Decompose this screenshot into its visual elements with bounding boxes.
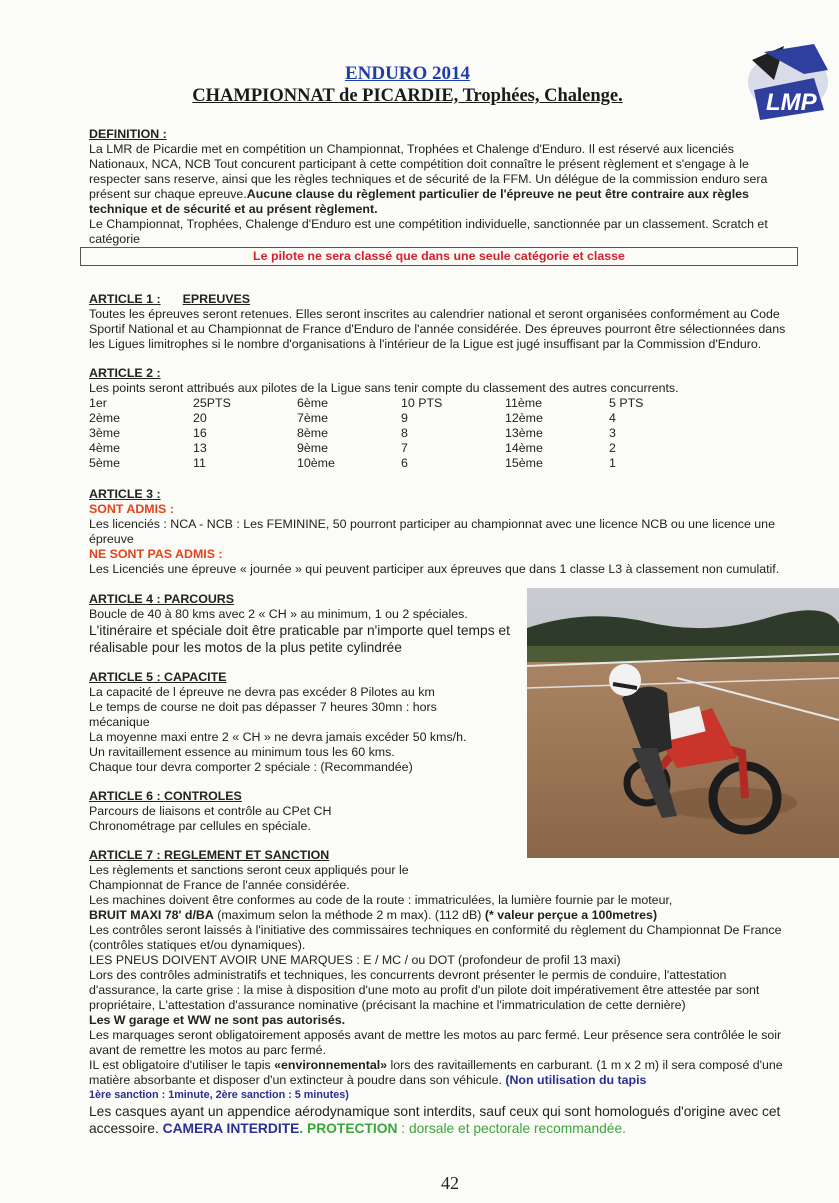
article-7-noise [89,908,789,923]
article-1 [89,292,789,352]
definition-section [89,127,789,266]
points-cell: 3 [609,426,616,440]
points-cell: 10 PTS [401,396,443,410]
points-cell: 5 PTS [609,396,644,410]
points-cell: 4 [609,411,616,425]
definition-text [89,142,789,217]
mat-text-1: IL est obligatoire d'utiliser le tapis [89,1058,275,1072]
not-admitted-label: NE SONT PAS ADMIS : [89,547,223,561]
rank-cell: 1er [89,396,107,410]
article-5-line: Le temps de course ne doit pas dépasser 7 heures 30mn : hors mécanique [89,700,437,729]
article-5-line: Chaque tour devra comporter 2 spéciale : (Recommandée) [89,760,413,774]
noise-text: (maximum selon la méthode 2 m max). (112 dB) [213,908,485,922]
points-cell: 6 [401,456,408,470]
logo-text: LMP [766,89,817,116]
noise-limit: BRUIT MAXI 78' d/BA [89,908,214,922]
points-row [89,441,689,456]
not-admitted-text: Les Licenciés une épreuve « journée » qui peuvent participer aux épreuves que dans 1 classe L3 à classement non cumulatif. [89,562,780,576]
points-cell: 7 [401,441,408,455]
enduro-rider-photo [527,588,839,858]
article-7-p4: LES PNEUS DOIVENT AVOIR UNE MARQUES : E / MC / ou DOT (profondeur de profil 13 maxi) [89,953,621,967]
points-row [89,456,689,471]
article-7-p7: Les marquages seront obligatoirement apposés avant de mettre les motos au parc fermé. Leur présence sera contrôlée le soir avant de remettre les motos au parc fermé. [89,1028,782,1057]
points-cell: 11 [193,456,206,470]
rank-cell: 15ème [505,456,543,470]
definition-text-1: La LMR de Picardie met en compétition un Championnat, Trophées et Chalenge d'Enduro. Il est réservé aux licenciés Nationaux, NCA, NCB Tout concurent participant à cette compétition doit connaître le présent règlement et s'engage à le respecter sans reserve, ainsi que les règles techniques et de sécurité de la FFM. Un délégue de la commission enduro sera présent sur chaque epreuve. [89,142,768,201]
rank-cell: 7ème [297,411,328,425]
rank-cell: 5ème [89,456,120,470]
definition-heading: DEFINITION : [89,127,167,141]
article-7 [89,848,789,1137]
article-7-p6: Les W garage et WW ne sont pas autorisés. [89,1013,346,1027]
rank-cell: 12ème [505,411,543,425]
definition-bold: Aucune clause du règlement particulier de l'épreuve ne peut être contraire aux règles technique et de sécurité et au présent règlement. [89,187,749,216]
article-5-line: La moyenne maxi entre 2 « CH » ne devra jamais excéder 50 kms/h. [89,730,467,744]
article-5-heading: ARTICLE 5 : CAPACITE [89,670,227,684]
article-5 [89,670,519,775]
article-7-p1: Les règlements et sanctions seront ceux appliqués pour le Championnat de France de l'année considérée. [89,863,409,892]
mat-sanction: (Non utilisation du tapis [505,1073,647,1087]
rank-cell: 11ème [505,396,542,410]
article-5-line: Un ravitaillement essence au minimum tous les 60 kms. [89,745,395,759]
points-cell: 8 [401,426,408,440]
points-cell: 25PTS [193,396,231,410]
rank-cell: 13ème [505,426,543,440]
rank-cell: 8ème [297,426,328,440]
protection-label: PROTECTION [307,1121,398,1136]
points-cell: 20 [193,411,207,425]
helmet-text: Les casques ayant un appendice aérodynamique sont interdits, sauf ceux qui sont homologués d'origine avec cet accessoire. [89,1104,781,1136]
admitted-text: Les licenciés : NCA - NCB : Les FEMININE, 50 pourront participer au championnat avec une licence NCB ou une licence une épreuve [89,517,775,546]
rank-cell: 6ème [297,396,328,410]
article-6-heading: ARTICLE 6 : CONTROLES [89,789,242,803]
rank-cell: 3ème [89,426,120,440]
definition-text-2: Le Championnat, Trophées, Chalenge d'Enduro est une compétition individuelle, sanctionnée par un classement. Scratch et catégorie [89,217,768,246]
article-4 [89,592,519,656]
article-6-line: Chronométrage par cellules en spéciale. [89,819,311,833]
article-3 [89,487,789,577]
article-7-heading: ARTICLE 7 : REGLEMENT ET SANCTION [89,848,330,862]
protection-text: : dorsale et pectorale recommandée. [397,1121,626,1136]
points-cell: 1 [609,456,616,470]
rank-cell: 4ème [89,441,120,455]
league-logo [744,40,832,126]
points-cell: 2 [609,441,616,455]
article-2 [89,366,789,471]
article-4-line-1: Boucle de 40 à 80 kms avec 2 « CH » au minimum, 1 ou 2 spéciales. [89,607,468,621]
article-6 [89,789,519,834]
document-title: ENDURO 2014 [344,63,471,84]
rank-cell: 2ème [89,411,120,425]
document-subtitle: CHAMPIONNAT de PICARDIE, Trophées, Chalenge. [192,86,623,106]
article-4-line-2: L'itinéraire et spéciale doit être praticable par n'importe quel temps et réalisable pour les motos de la plus petite cylindrée [89,623,510,655]
article-1-text: Toutes les épreuves seront retenues. Elles seront inscrites au calendrier national et seront organisées conformément au Code Sportif National et au Championnat de France d'Enduro de l'année considérée. Des épreuves pourront être sélectionnées dans les Ligues limitrophes si le nombre d'organisations à l'intérieur de la Ligue est jugé insuffisant par la Commission d'Enduro. [89,307,786,351]
camera-forbidden: CAMERA INTERDITE [162,1121,300,1136]
article-7-p9: 1ère sanction : 1minute, 2ère sanction : 5 minutes) [89,1089,349,1101]
points-row [89,396,689,411]
mat-text-2: «environnemental» [274,1058,388,1072]
article-7-p10: Les casques ayant un appendice aérodynamique sont interdits, sauf ceux qui sont homologués d'origine avec cet accessoire. CAMERA INTERDITE. PROTECTION : dorsale et pectorale recommandée. [89,1104,781,1136]
article-6-line: Parcours de liaisons et contrôle au CPet CH [89,804,332,818]
category-notice-box: Le pilote ne sera classé que dans une seule catégorie et classe [80,247,798,266]
article-7-p5: Lors des contrôles administratifs et techniques, les concurrents devront présenter le permis de conduire, l'attestation d'assurance, la carte grise : la mise à disposition d'une moto au profit d'un pilote doit impérativement être attestée par sont propriétaire, L'attestation d'assurance nominative (précisant la machine et l'immatriculation de cette dernière) [89,968,760,1012]
noise-tail: (* valeur perçue a 100metres) [484,908,658,922]
points-cell: 9 [401,411,408,425]
points-row [89,411,689,426]
article-4-heading: ARTICLE 4 : PARCOURS [89,592,235,606]
article-2-heading: ARTICLE 2 : [89,366,161,380]
article-1-title: ARTICLE 1 : [89,292,161,306]
points-row [89,426,689,441]
mat-text-3: lors des ravitaillements en carburant. (1 m x 2 m) il sera composé d'une matière absorbante et disposer d'un extincteur à poudre dans son véhicule. [89,1058,783,1087]
article-3-heading: ARTICLE 3 : [89,487,161,501]
article-5-line: La capacité de l épreuve ne devra pas excéder 8 Pilotes au km [89,685,435,699]
page-number: 42 [441,1173,459,1193]
article-7-p2: Les machines doivent être conformes au code de la route : immatriculées, la lumière fournie par le moteur, [89,893,673,907]
article-1-subtitle: EPREUVES [182,292,251,306]
article-7-p8 [89,1058,789,1088]
article-1-heading [89,292,789,307]
points-table [89,396,689,471]
article-7-p3: Les contrôles seront laissés à l'initiative des commissaires techniques en conformité du règlement du Championnat De France (contrôles statiques et/ou dynamiques). [89,923,782,952]
points-cell: 16 [193,426,207,440]
admitted-label: SONT ADMIS : [89,502,174,516]
rank-cell: 9ème [297,441,328,455]
rank-cell: 14ème [505,441,543,455]
points-cell: 13 [193,441,207,455]
article-2-text: Les points seront attribués aux pilotes de la Ligue sans tenir compte du classement des autres concurrents. [89,381,679,395]
rank-cell: 10ème [297,456,335,470]
